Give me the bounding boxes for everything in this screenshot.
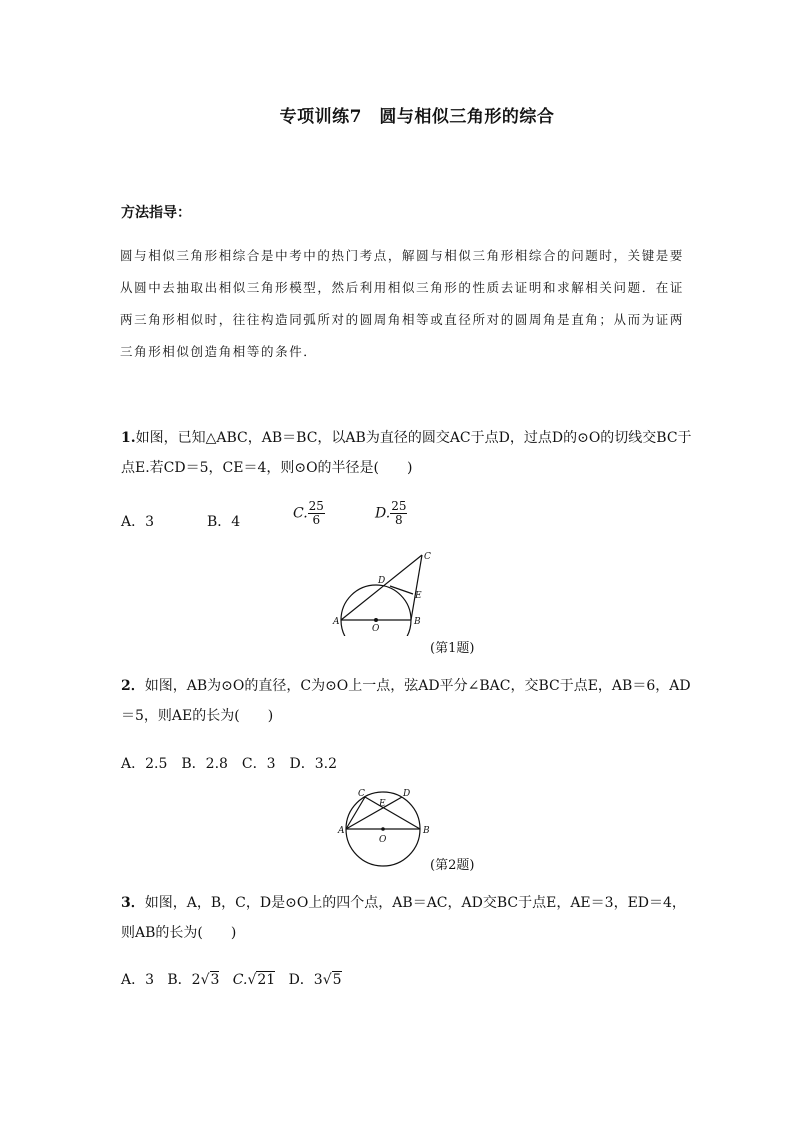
method-paragraph [120, 240, 698, 368]
question-3-text: 如图，A，B，C，D是⊙O上的四个点，AB＝AC，AD交BC于点E，AE＝3，ED＝4，则AB的长为( ) [121, 895, 686, 941]
method-text: 圆与相似三角形相综合是中考中的热门考点，解圆与相似三角形相综合的问题时，关键是要从圆中去抽取出相似三角形模型，然后利用相似三角形的性质去证明和求解相关问题．在证两三角形相似时，往往构造同弧所对的圆周角相等或直径所对的圆周角是直角；从而为证两三角形相似创造角相等的条件． [120, 248, 685, 359]
fig1-label-b: B [414, 617, 421, 627]
figure-2 [336, 784, 436, 870]
fig1-line-bc [411, 555, 422, 620]
figure-1-caption: (第1题) [430, 641, 475, 656]
question-1-option-d [375, 500, 407, 527]
option-d-numerator: 25 [391, 499, 407, 513]
question-2-text: 如图，AB为⊙O的直径，C为⊙O上一点，弦AD平分∠BAC，交BC于点E，AB＝6，AD＝5，则AE的长为( ) [121, 678, 691, 724]
q3-option-b-prefix: B．2 [167, 972, 201, 988]
fig1-label-e: E [415, 591, 422, 601]
fig2-label-d: D [403, 789, 411, 799]
option-c-denominator: 6 [312, 513, 321, 527]
question-2-number: 2． [121, 678, 145, 694]
question-3-number: 3． [121, 895, 145, 911]
option-d-fraction [390, 500, 407, 527]
q3-option-b-radicand: 3 [210, 972, 220, 988]
method-heading: 方法指导： [121, 205, 191, 221]
question-1-text: 如图，已知△ABC，AB＝BC，以AB为直径的圆交AC于点D，过点D的⊙O的切线交BC于点E.若CD＝5，CE＝4，则⊙O的半径是( ) [121, 430, 692, 476]
q3-option-d: D．3√5 [288, 972, 342, 988]
page-title: 专项训练7 圆与相似三角形的综合 [279, 107, 555, 127]
fig2-label-e: E [379, 799, 386, 809]
q3-option-b: B．2√3 [167, 972, 220, 988]
figure-2-caption: (第2题) [430, 858, 475, 873]
question-2-options: A．2.5 B．2.8 C．3 D．3.2 [121, 756, 338, 772]
option-d-prefix: D. [375, 505, 391, 522]
fig2-label-o: O [379, 835, 387, 845]
option-c-fraction [308, 500, 325, 527]
option-c-numerator: 25 [308, 499, 324, 513]
question-1-option-c [293, 500, 325, 527]
question-1-option-a: A．3 [121, 514, 155, 530]
fig2-center-dot [381, 827, 385, 831]
fig2-label-c: C [358, 789, 365, 799]
q3-option-d-prefix: D．3 [288, 972, 323, 988]
fig1-label-d: D [378, 576, 386, 586]
question-1-number: 1. [121, 430, 136, 446]
q3-option-c-prefix: C. [232, 972, 248, 988]
option-c-prefix: C. [293, 505, 308, 522]
question-1-option-b: B．4 [207, 514, 241, 530]
fig1-center-dot [374, 618, 378, 622]
question-3 [121, 888, 699, 948]
fig2-label-b: B [423, 826, 430, 836]
q3-option-c: C.√21 [232, 972, 276, 988]
fig1-label-a: A [333, 617, 340, 627]
fig2-label-a: A [338, 826, 345, 836]
q3-option-a: A．3 [121, 972, 155, 988]
q3-option-c-radicand: 21 [257, 972, 276, 988]
question-1 [121, 423, 699, 483]
question-3-options [121, 969, 342, 989]
fig1-label-c: C [424, 552, 431, 562]
question-2 [121, 671, 699, 731]
fig1-label-o: O [372, 624, 380, 634]
q3-option-d-radicand: 5 [332, 972, 342, 988]
option-d-denominator: 8 [395, 513, 403, 527]
figure-1 [330, 546, 440, 636]
